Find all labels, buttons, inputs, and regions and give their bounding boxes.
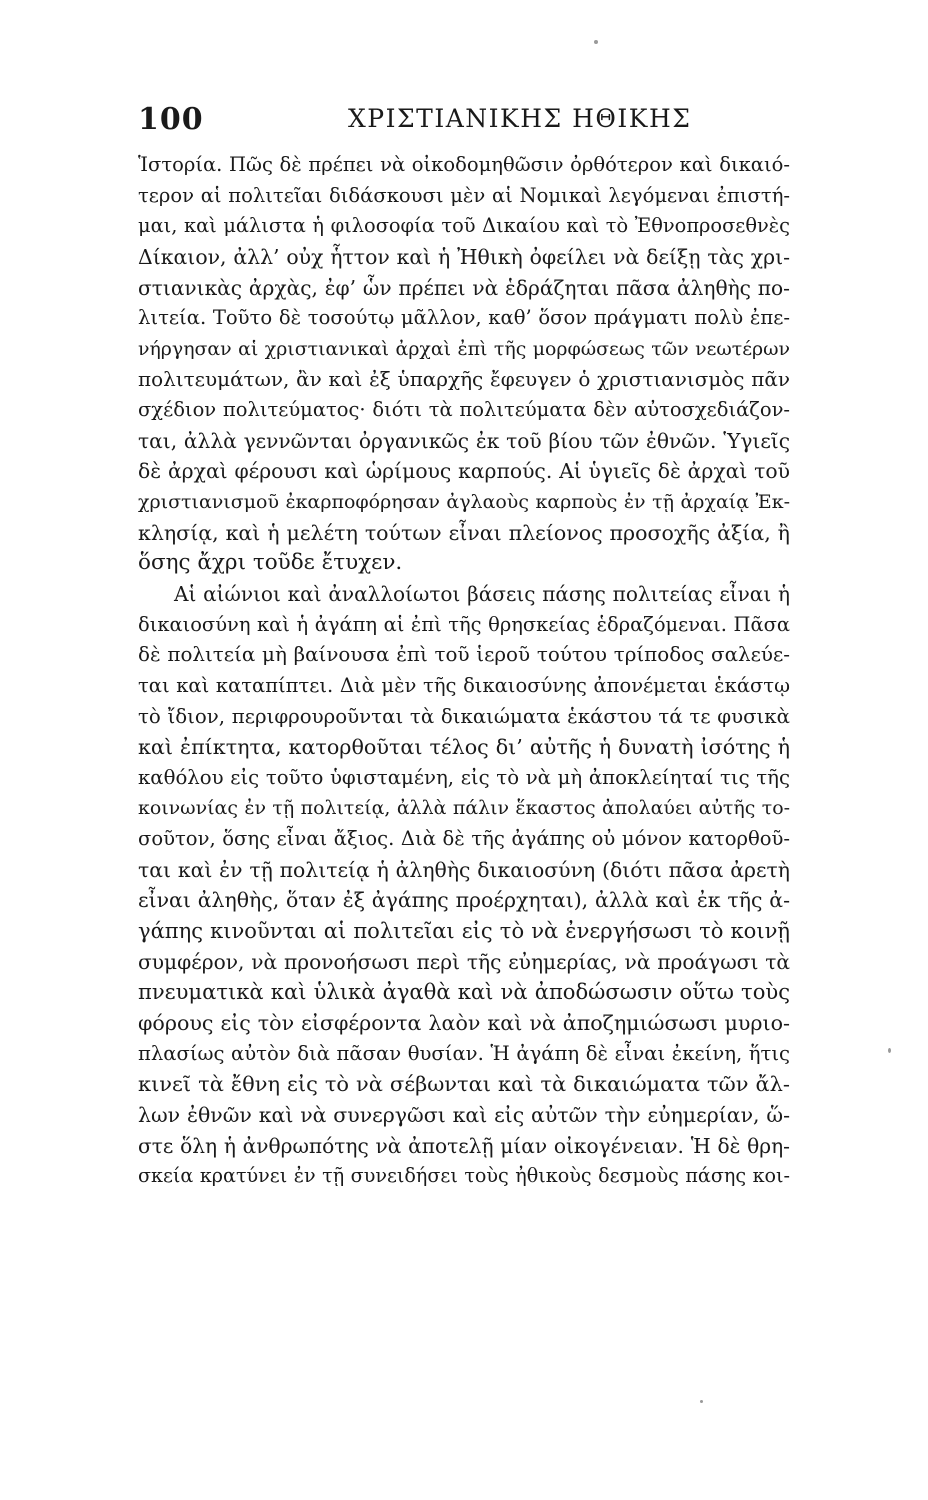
text-line: ται, ἀλλὰ γεννῶνται ὀργανικῶς ἐκ τοῦ βίου τῶν ἐθνῶν. Ὑγιεῖς xyxy=(138,428,790,453)
text-line: χριστιανισμοῦ ἐκαρποφόρησαν ἀγλαοὺς καρποὺς ἐν τῇ ἀρχαίᾳ Ἐκ- xyxy=(138,491,790,514)
text-line: καὶ ἐπίκτητα, κατορθοῦται τέλος δι’ αὐτῆς ἡ δυνατὴ ἰσότης ἡ xyxy=(138,735,790,760)
paper-speck xyxy=(888,1048,891,1053)
text-line: στε ὅλη ἡ ἀνθρωπότης νὰ ἀποτελῇ μίαν οἰκογένειαν. Ἡ δὲ θρη- xyxy=(138,1133,790,1158)
text-line: κινεῖ τὰ ἔθνη εἰς τὸ νὰ σέβωνται καὶ τὰ δικαιώματα τῶν ἄλ- xyxy=(138,1072,790,1097)
text-line: τὸ ἴδιον, περιφρουροῦνται τὰ δικαιώματα ἑκάστου τά τε φυσικὰ xyxy=(138,704,790,728)
text-line: σκεία κρατύνει ἐν τῇ συνειδήσει τοὺς ἠθικοὺς δεσμοὺς πάσης κοι- xyxy=(138,1164,790,1188)
body-text xyxy=(138,150,790,1192)
text-line: κλησίᾳ, καὶ ἡ μελέτη τούτων εἶναι πλείονος προσοχῆς ἀξία, ἢ xyxy=(138,520,790,545)
text-line: δὲ ἀρχαὶ φέρουσι καὶ ὡρίμους καρπούς. Αἱ ὑγιεῖς δὲ ἀρχαὶ τοῦ xyxy=(138,459,790,484)
text-line: Δίκαιον, ἀλλ’ οὐχ ἧττον καὶ ἡ Ἠθικὴ ὀφείλει νὰ δείξῃ τὰς χρι- xyxy=(138,244,790,269)
page-number: 100 xyxy=(138,102,204,137)
paper-speck xyxy=(700,1400,703,1403)
text-line: πλασίως αὐτὸν διὰ πᾶσαν θυσίαν. Ἡ ἀγάπη δὲ εἶναι ἐκείνη, ἥτις xyxy=(138,1041,790,1065)
text-line: σχέδιον πολιτεύματος· διότι τὰ πολιτεύματα δὲν αὐτοσχεδιάζον- xyxy=(138,398,790,422)
text-line: ται καὶ καταπίπτει. Διὰ μὲν τῆς δικαιοσύνης ἀπονέμεται ἑκάστῳ xyxy=(138,673,790,697)
running-title: ΧΡΙΣΤΙΑΝΙΚΗΣ ΗΘΙΚΗΣ xyxy=(348,104,692,133)
text-line: δὲ πολιτεία μὴ βαίνουσα ἐπὶ τοῦ ἱεροῦ τούτου τρίποδος σαλεύε- xyxy=(138,643,790,667)
paper-speck xyxy=(594,40,598,44)
text-line: λων ἐθνῶν καὶ νὰ συνεργῶσι καὶ εἰς αὐτῶν τὴν εὐημερίαν, ὥ- xyxy=(138,1102,790,1127)
text-line: Ἱστορία. Πῶς δὲ πρέπει νὰ οἰκοδομηθῶσιν ὀρθότερον καὶ δικαιό- xyxy=(138,153,790,176)
text-line: ται καὶ ἐν τῇ πολιτείᾳ ἡ ἀληθὴς δικαιοσύνη (διότι πᾶσα ἀρετὴ xyxy=(138,857,790,882)
text-line: πνευματικὰ καὶ ὑλικὰ ἀγαθὰ καὶ νὰ ἀποδώσωσιν οὕτω τοὺς xyxy=(138,979,790,1005)
text-line: εἶναι ἀληθὴς, ὅταν ἐξ ἀγάπης προέρχηται), ἀλλὰ καὶ ἐκ τῆς ἀ- xyxy=(138,888,790,913)
text-line: στιανικὰς ἀρχὰς, ἐφ’ ὧν πρέπει νὰ ἑδράζηται πᾶσα ἀληθὴς πο- xyxy=(138,275,790,300)
text-line: νήργησαν αἱ χριστιανικαὶ ἀρχαὶ ἐπὶ τῆς μορφώσεως τῶν νεωτέρων xyxy=(138,337,790,360)
text-line: καθόλου εἰς τοῦτο ὑφισταμένη, εἰς τὸ νὰ μὴ ἀποκλείηταί τις τῆς xyxy=(138,765,790,789)
page-header xyxy=(138,100,790,140)
text-line: μαι, καὶ μάλιστα ἡ φιλοσοφία τοῦ Δικαίου καὶ τὸ Ἐθνοπροσεθνὲς xyxy=(138,214,790,238)
text-line: κοινωνίας ἐν τῇ πολιτείᾳ, ἀλλὰ πάλιν ἕκαστος ἀπολαύει αὐτῆς το- xyxy=(138,797,790,820)
text-line: δικαιοσύνη καὶ ἡ ἀγάπη αἱ ἐπὶ τῆς θρησκείας ἑδραζόμεναι. Πᾶσα xyxy=(138,612,790,636)
text-line: γάπης κινοῦνται αἱ πολιτεῖαι εἰς τὸ νὰ ἐνεργήσωσι τὸ κοινῇ xyxy=(138,918,790,944)
text-line: λιτεία. Τοῦτο δὲ τοσούτῳ μᾶλλον, καθ’ ὅσον πράγματι πολὺ ἐπε- xyxy=(138,306,790,330)
text-line: φόρους εἰς τὸν εἰσφέροντα λαὸν καὶ νὰ ἀποζημιώσωσι μυριο- xyxy=(138,1010,790,1035)
text-line: τερον αἱ πολιτεῖαι διδάσκουσι μὲν αἱ Νομικαὶ λεγόμεναι ἐπιστή- xyxy=(138,183,790,207)
paragraph-start-line: Αἱ αἰώνιοι καὶ ἀναλλοίωτοι βάσεις πάσης πολιτείας εἶναι ἡ xyxy=(174,581,790,606)
text-line: σοῦτον, ὅσης εἶναι ἄξιος. Διὰ δὲ τῆς ἀγάπης οὐ μόνον κατορθοῦ- xyxy=(138,827,790,851)
text-line: πολιτευμάτων, ἂν καὶ ἐξ ὑπαρχῆς ἔφευγεν ὁ χριστιανισμὸς πᾶν xyxy=(138,367,790,392)
paragraph-end-line: ὅσης ἄχρι τοῦδε ἔτυχεν. xyxy=(138,550,403,576)
text-line: συμφέρον, νὰ προνοήσωσι περὶ τῆς εὐημερίας, νὰ προάγωσι τὰ xyxy=(138,949,790,974)
